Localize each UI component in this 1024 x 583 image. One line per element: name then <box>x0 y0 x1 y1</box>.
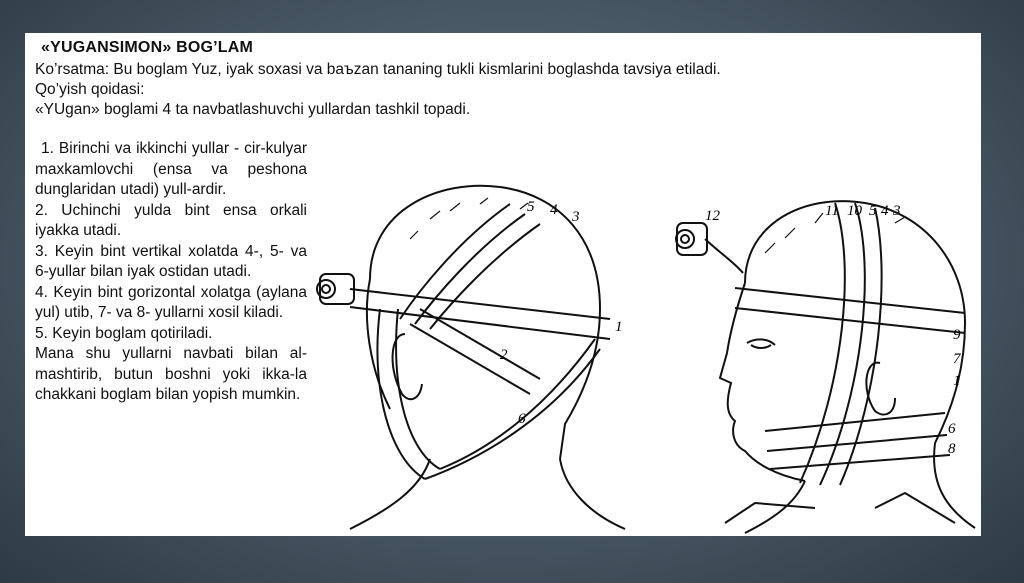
label-7: 7 <box>953 351 961 367</box>
intro-line-3: «YUgan» boglami 4 ta navbatlashuvchi yullardan tashkil topadi. <box>35 101 471 118</box>
label-5: 5 <box>527 199 535 215</box>
label-3: 3 <box>893 203 901 219</box>
head-side-illustration <box>665 163 981 536</box>
label-6: 6 <box>518 411 526 427</box>
slide <box>25 33 981 536</box>
step-2: 2. Uchinchi yulda bint ensa orkali iyakka utadi. <box>35 201 307 239</box>
label-1: 1 <box>615 319 623 335</box>
bandage-figure-back <box>310 159 630 536</box>
label-1: 1 <box>953 373 961 389</box>
label-5: 5 <box>869 203 877 219</box>
steps-column <box>35 139 307 406</box>
label-4: 4 <box>550 202 558 218</box>
intro-line-1: Ko’rsatma: Bu boglam Yuz, iyak soxasi va baъzan tananing tukli kismlarini boglashda tavsiya etiladi. <box>35 61 721 78</box>
label-12: 12 <box>705 208 720 224</box>
label-4: 4 <box>881 203 889 219</box>
label-8: 8 <box>948 441 956 457</box>
intro-line-2: Qo’yish qoidasi: <box>35 81 145 98</box>
step-4: 4. Keyin bint gorizontal xolatga (aylana yul) utib, 7- va 8- yullarni xosil kiladi. <box>35 283 307 321</box>
step-5: 5. Keyin boglam qotiriladi. <box>35 324 213 342</box>
bandage-figure-side <box>665 163 981 536</box>
head-back-illustration <box>310 159 630 536</box>
label-3: 3 <box>572 209 580 225</box>
page-title: «YUGANSIMON» BOG’LAM <box>41 39 254 56</box>
label-11: 11 <box>825 203 839 219</box>
step-1: 1. Birinchi va ikkinchi yullar - cir-kulyar maxkamlovchi (ensa va peshona dunglaridan utadi) yull-ardir. <box>35 140 307 198</box>
label-2: 2 <box>500 347 508 363</box>
step-3: 3. Keyin bint vertikal xolatda 4-, 5- va 6-yullar bilan iyak ostidan utadi. <box>35 242 307 280</box>
label-10: 10 <box>847 203 862 219</box>
label-6: 6 <box>948 421 956 437</box>
header-text <box>35 39 721 120</box>
step-note: Mana shu yullarni navbati bilan al-mashtirib, butun boshni yoki ikka-la chakkani boglam bilan yopish mumkin. <box>35 345 307 403</box>
label-9: 9 <box>953 327 961 343</box>
